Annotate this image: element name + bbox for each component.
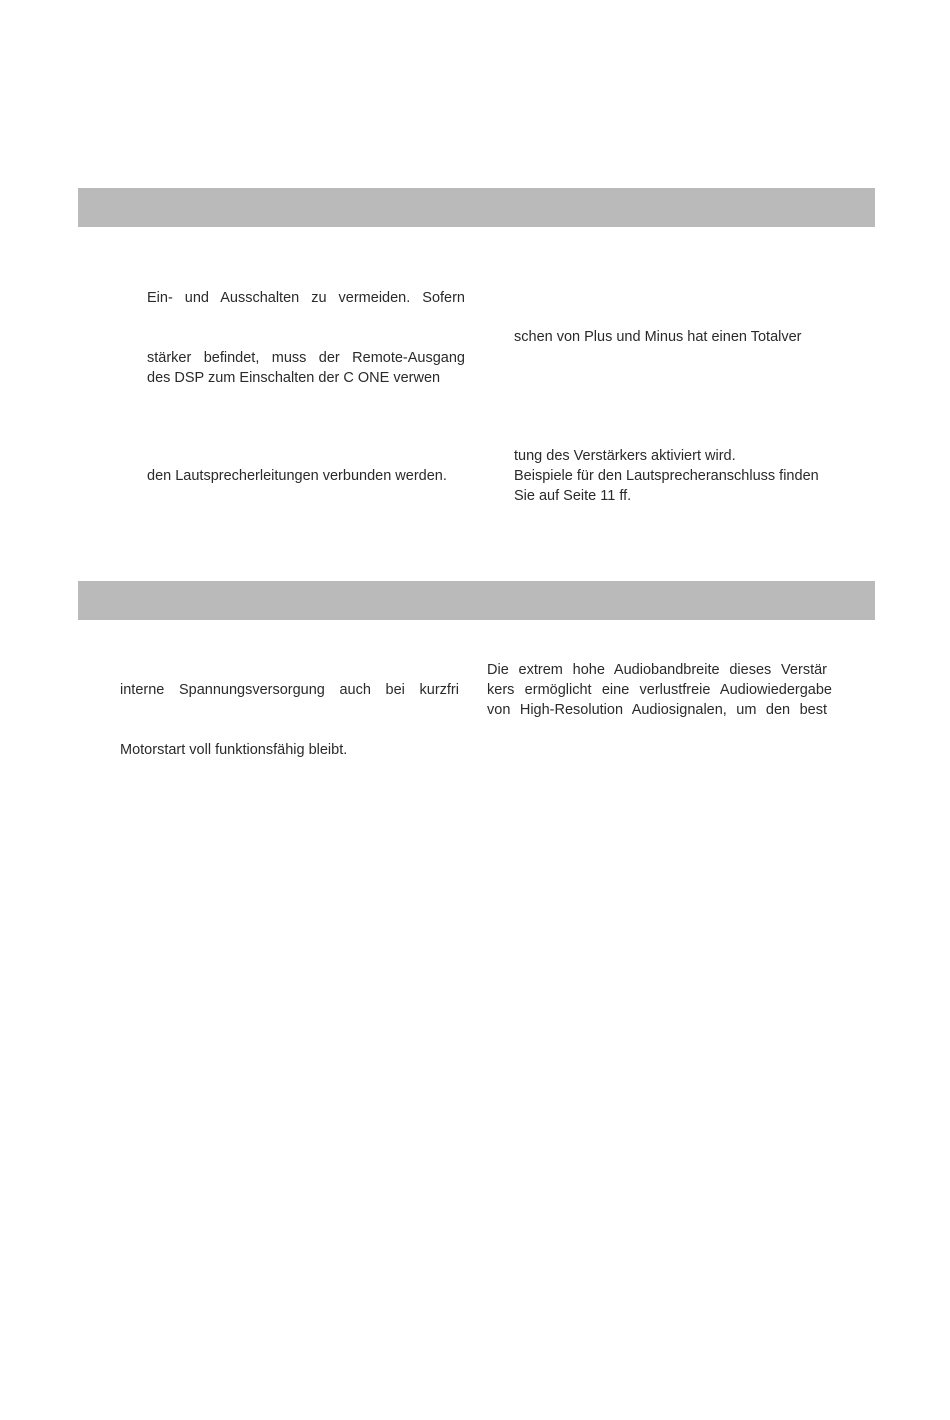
section-2-left-line-2: Motorstart voll funktionsfähig bleibt. bbox=[120, 742, 348, 758]
section-1-right-line-4: Sie auf Seite 11 ff. bbox=[514, 488, 632, 504]
section-1-header-bar bbox=[78, 188, 875, 227]
section-1-left-line-2: stärker befindet, muss der Remote-Ausgang bbox=[147, 350, 465, 366]
section-2-right-line-3: von High-Resolution Audiosignalen, um den best bbox=[487, 702, 827, 718]
section-1-right-line-1: schen von Plus und Minus hat einen Totalver bbox=[514, 329, 802, 345]
section-1-left-line-1: Ein- und Ausschalten zu vermeiden. Sofern bbox=[147, 290, 465, 306]
section-2-header-bar bbox=[78, 581, 875, 620]
section-1-left-line-3: des DSP zum Einschalten der C ONE verwen bbox=[147, 370, 441, 386]
section-2-right-line-2: kers ermöglicht eine verlustfreie Audiowiedergabe bbox=[487, 682, 832, 698]
section-1-right-line-2: tung des Verstärkers aktiviert wird. bbox=[514, 448, 736, 464]
section-1-left-line-4: den Lautsprecherleitungen verbunden werden. bbox=[147, 468, 447, 484]
section-2-right-line-1: Die extrem hohe Audiobandbreite dieses Verstär bbox=[487, 662, 827, 678]
section-1-right-line-3: Beispiele für den Lautsprecheranschluss finden bbox=[514, 468, 819, 484]
section-2-left-line-1: interne Spannungsversorgung auch bei kurzfri bbox=[120, 682, 459, 698]
